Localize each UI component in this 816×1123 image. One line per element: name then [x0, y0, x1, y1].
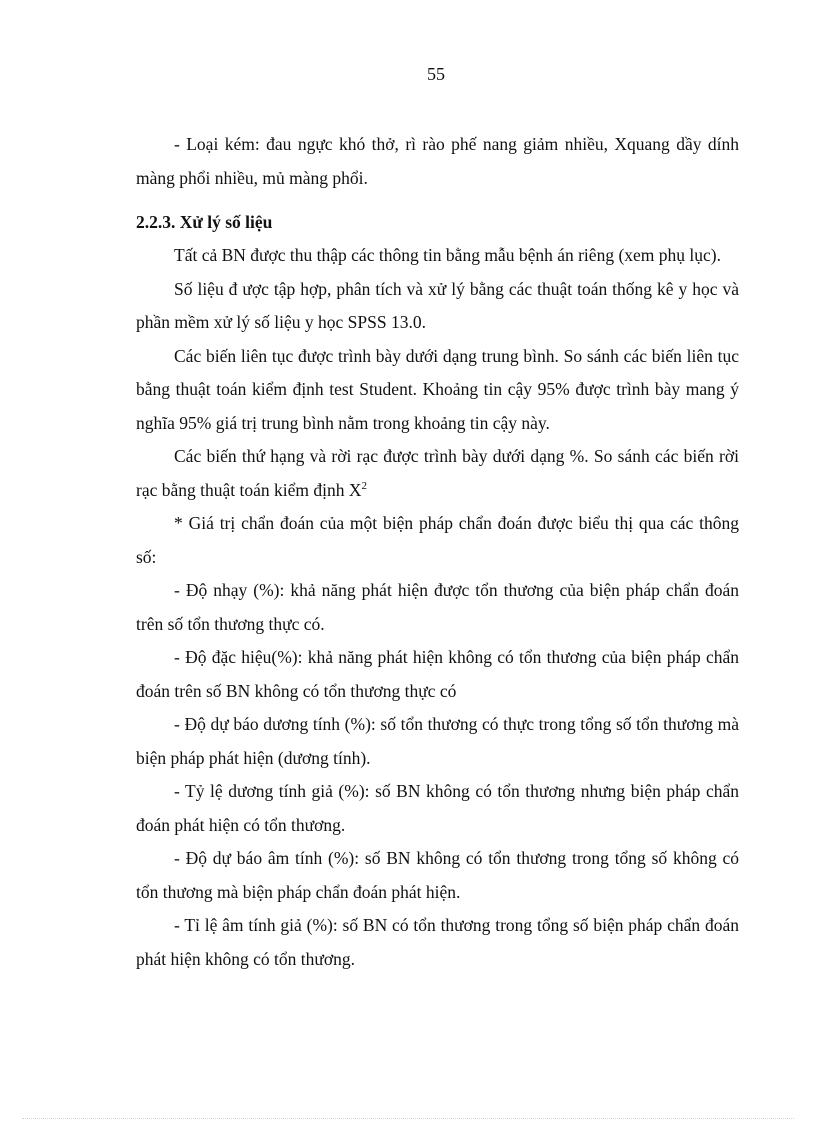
paragraph-do-nhay: - Độ nhạy (%): khả năng phát hiện được tổn thương của biện pháp chẩn đoán trên số tổn thương thực có. [136, 580, 739, 634]
paragraph-do-dac-hieu: - Độ đặc hiệu(%): khả năng phát hiện không có tổn thương của biện pháp chẩn đoán trên số BN không có tổn thương thực có [136, 647, 739, 701]
paragraph-duong-tinh-gia: - Tỷ lệ dương tính giả (%): số BN không có tổn thương nhưng biện pháp chẩn đoán phát hiện có tổn thương. [136, 781, 739, 835]
paragraph-loai-kem: - Loại kém: đau ngực khó thở, rì rào phế nang giảm nhiều, Xquang dầy dính màng phổi nhiều, mủ màng phổi. [136, 134, 739, 188]
footer-divider [22, 1118, 794, 1119]
paragraph-gia-tri: * Giá trị chẩn đoán của một biện pháp chẩn đoán được biểu thị qua các thông số: [136, 513, 739, 567]
paragraph-thu-thap: Tất cả BN được thu thập các thông tin bằng mẫu bệnh án riêng (xem phụ lục). [174, 245, 721, 265]
paragraph-bien-thu-hang [136, 440, 739, 507]
superscript-two: 2 [361, 479, 367, 492]
paragraph-bien-lien-tuc: Các biến liên tục được trình bày dưới dạng trung bình. So sánh các biến liên tục bằng thuật toán kiểm định test Student. Khoảng tin cậy 95% được trình bày mang ý nghĩa 95% giá trị trung bình nằm trong khoảng tin cậy này. [136, 345, 739, 433]
paragraph-du-bao-duong: - Độ dự báo dương tính (%): số tổn thương có thực trong tổng số tổn thương mà biện pháp phát hiện (dương tính). [136, 714, 739, 768]
section-heading: 2.2.3. Xử lý số liệu [136, 212, 273, 232]
paragraph-so-lieu: Số liệu đ ược tập hợp, phân tích và xử lý bằng các thuật toán thống kê y học và phần mềm xử lý số liệu y học SPSS 13.0. [136, 278, 739, 332]
paragraph-am-tinh-gia: - Tỉ lệ âm tính giả (%): số BN có tổn thương trong tổng số biện pháp chẩn đoán phát hiện không có tổn thương. [136, 915, 739, 969]
paragraph-du-bao-am: - Độ dự báo âm tính (%): số BN không có tổn thương trong tổng số không có tổn thương mà biện pháp chẩn đoán phát hiện. [136, 848, 739, 902]
page-number: 55 [427, 64, 445, 84]
document-body [136, 128, 739, 976]
paragraph-bien-thu-hang-text: Các biến thứ hạng và rời rạc được trình bày dưới dạng %. So sánh các biến rời rạc bằng thuật toán kiểm định X [136, 446, 739, 500]
